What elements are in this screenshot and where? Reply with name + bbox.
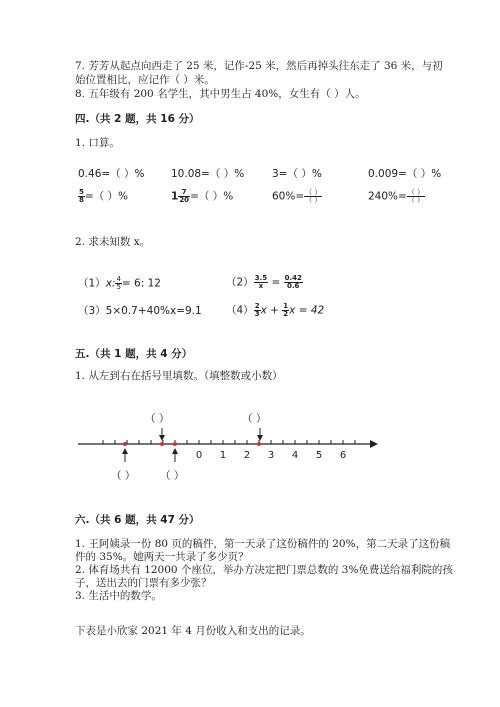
equation-4: （4） $\frac{2}{3}$ x + $\frac{1}{2}$ x = 42: [226, 302, 325, 318]
section6-title: 六.（共 6 题，共 47 分）: [75, 514, 200, 526]
section4-title: 四.（共 2 题，共 16 分）: [75, 113, 200, 125]
tick-label: 5: [315, 450, 323, 461]
blank-bottom-2: （ ）: [160, 470, 185, 482]
section6-note: 下表是小欣家 2021 年 4 月份收入和支出的记录。: [75, 625, 311, 637]
section6-q1-line2: 件的 35%。她两天一共录了多少页？: [75, 551, 249, 563]
section5-q1: 1. 从左到右在括号里填数。（填整数或小数）: [75, 370, 283, 382]
section4-q2-label: 2. 求未知数 x。: [75, 236, 151, 248]
section6-q3: 3. 生活中的数学。: [75, 590, 162, 602]
tick-label: 4: [291, 450, 299, 461]
section6-q2-line2: 子，送出去的门票有多少张？: [75, 577, 212, 589]
tick-label: 3: [267, 450, 275, 461]
oral-calc-5: $\frac{5}{8}$ =（ ）%: [79, 188, 128, 204]
blank-bottom-1: （ ）: [111, 470, 136, 482]
equation-1: （1）x: $\frac{4}{5}$ = 6: 12: [78, 275, 161, 291]
point-b: [160, 442, 164, 446]
fraction-5-8: $\frac{5}{8}$: [79, 188, 84, 204]
tick-label: 0: [195, 450, 203, 461]
oral-calc-6: 1 $\frac{7}{20}$ =（ ）%: [171, 188, 234, 204]
oral-calc-8: 240%= $\frac{( )}{( )}$: [368, 188, 425, 204]
number-line-labels: [196, 450, 346, 461]
point-d: [257, 442, 261, 446]
oral-calc-4: 0.009=（ ）%: [368, 168, 442, 180]
arrow-down-icon: [257, 428, 263, 441]
fraction-blank: $\frac{( )}{( )}$: [407, 188, 425, 204]
arrow-up-icon: [172, 448, 178, 462]
section6-q2-line1: 2. 体育场共有 12000 个座位，举办方决定把门票总数的 3%免费送给福利院的孩: [75, 564, 453, 576]
point-c: [173, 442, 177, 446]
point-a: [123, 442, 127, 446]
oral-calc-3: 3=（ ）%: [272, 168, 322, 180]
oral-calc-2: 10.08=（ ）%: [171, 168, 245, 180]
q7-line2: 始位置相比，应记作（ ）米。: [75, 74, 215, 86]
arrow-head-icon: [370, 440, 378, 448]
tick-label: 1: [219, 450, 227, 461]
tick-label: 2: [243, 450, 251, 461]
blank-top-1: （ ）: [145, 413, 170, 425]
blank-top-2: （ ）: [242, 413, 267, 425]
fraction-7-20: $\frac{7}{20}$: [179, 188, 190, 204]
q8-text: 8. 五年级有 200 名学生，其中男生占 40%，女生有（ ）人。: [75, 88, 366, 100]
q7-line1: 7. 芳芳从起点向西走了 25 米，记作-25 米，然后再掉头往东走了 36 米，与初: [75, 60, 443, 72]
arrow-down-icon: [159, 428, 165, 441]
section4-q1-label: 1. 口算。: [75, 137, 120, 149]
arrow-up-icon: [122, 448, 128, 462]
equation-2: （2） $\frac{3.5}{x}$ = $\frac{0.42}{0.6}$: [226, 274, 302, 290]
oral-calc-1: 0.46=（ ）%: [78, 168, 145, 180]
oral-calc-7: 60%= $\frac{( )}{( )}$: [272, 188, 322, 204]
fraction-blank: $\frac{( )}{( )}$: [305, 188, 322, 204]
section6-q1-line1: 1. 王阿姨录一份 80 页的稿件，第一天录了这份稿件的 20%，第二天录了这份稿: [75, 538, 451, 550]
tick-label: 6: [339, 450, 347, 461]
equation-3: （3）5×0.7+40%x=9.1: [78, 305, 202, 317]
section5-title: 五.（共 1 题，共 4 分）: [75, 348, 193, 360]
